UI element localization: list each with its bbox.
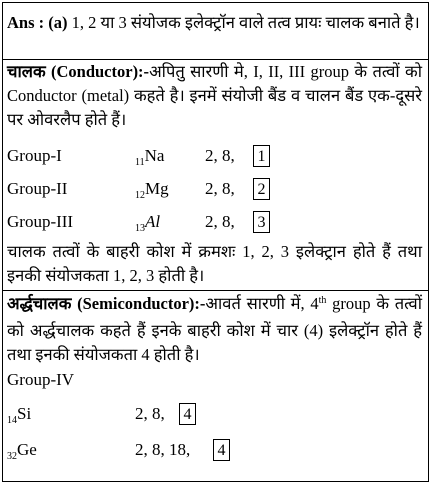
- valence-box: 3: [253, 211, 270, 233]
- group-label: Group-III: [7, 212, 74, 231]
- semiconductor-paragraph: [7, 292, 422, 367]
- atomic-number: 32: [7, 451, 17, 462]
- valence-box: 1: [253, 145, 270, 167]
- ordinal-superscript: th: [318, 295, 327, 306]
- shell-config: 2, 8,: [205, 146, 235, 165]
- element-symbol: [135, 209, 160, 238]
- answer-paragraph: [7, 11, 422, 35]
- element-name: Al: [145, 212, 161, 231]
- answer-label: Ans : (a): [7, 13, 68, 32]
- conductor-paragraph: [7, 60, 422, 132]
- valence-box: 4: [213, 439, 230, 461]
- answer-text: 1, 2 या 3 संयोजक इलेक्ट्रॉन वाले तत्व प्रायः चालक बनाते है।: [71, 13, 420, 32]
- element-name: Mg: [145, 179, 169, 198]
- group-label: Group-I: [7, 146, 62, 165]
- element-symbol: [135, 176, 169, 205]
- answer-box: [2, 2, 429, 482]
- element-name: Si: [17, 404, 32, 423]
- atomic-number: 11: [135, 157, 145, 168]
- semiconductor-text-before: आवर्त सारणी में, 4: [205, 294, 319, 313]
- semiconductor-heading: अर्द्धचालक (Semiconductor):-: [7, 294, 206, 313]
- valence-box: 2: [253, 178, 270, 200]
- valence-box: 4: [179, 403, 196, 425]
- element-symbol: [7, 401, 31, 430]
- conductor-summary: चालक तत्वों के बाहरी कोश में क्रमशः 1, 2, 3 इलेक्ट्रान होते हैं तथा इनकी संयोजकता 1, 2, 3 होती है।: [7, 242, 422, 285]
- atomic-number: 13: [135, 223, 145, 234]
- divider: [3, 290, 428, 291]
- group-label: Group-II: [7, 179, 68, 198]
- semiconductor-text-after: group के तत्वों को अर्द्धचालक कहते हैं इनके बाहरी कोश में चार (4) इलेक्ट्रॉन होते हैं तथा इनकी संयोजकता 4 होती है।: [7, 294, 422, 364]
- shell-config: 2, 8,: [205, 179, 235, 198]
- element-name: Ge: [17, 440, 37, 459]
- group-label: Group-IV: [7, 370, 75, 389]
- element-symbol: [7, 437, 37, 466]
- atomic-number: 14: [7, 415, 17, 426]
- element-name: Na: [144, 146, 165, 165]
- conductor-text: अपितु सारणी मे, I, II, III group के तत्वों को Conductor (metal) कहते है। इनमें संयोजी बैंड व चालन बैंड एक-दूसरे पर ओवरलैप होते हैं।: [7, 62, 422, 129]
- shell-config: 2, 8,: [135, 404, 165, 423]
- shell-config: 2, 8,: [205, 212, 235, 231]
- conductor-heading: चालक (Conductor):-: [7, 62, 150, 81]
- shell-config: 2, 8, 18,: [135, 440, 191, 459]
- atomic-number: 12: [135, 190, 145, 201]
- element-symbol: [135, 143, 164, 172]
